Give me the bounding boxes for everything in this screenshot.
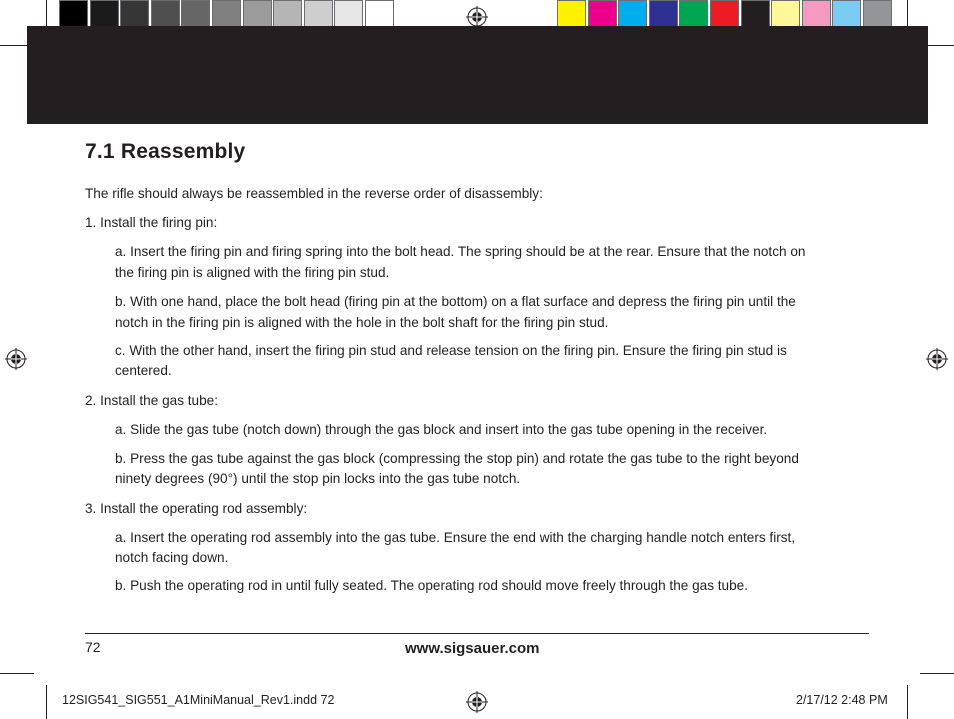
step-3a-line-2: notch facing down. (115, 550, 229, 565)
crop-mark (0, 45, 34, 46)
step-3a-line-1: a. Insert the operating rod assembly into the gas tube. Ensure the end with the charging handle notch enters first, (115, 530, 796, 545)
crop-mark (920, 45, 954, 46)
color-swatch (59, 0, 88, 29)
slug-filename: 12SIG541_SIG551_A1MiniManual_Rev1.indd 72 (62, 693, 335, 707)
color-swatch (679, 0, 708, 29)
registration-mark-icon (5, 348, 27, 370)
step-3b-line: b. Push the operating rod in until fully seated. The operating rod should move freely through the gas tube. (115, 578, 749, 593)
color-swatch (588, 0, 617, 29)
color-swatch (120, 0, 149, 29)
color-swatch (557, 0, 586, 29)
section-title: 7.1 Reassembly (85, 140, 246, 163)
registration-mark-icon (466, 6, 488, 28)
step-1b-line-2: notch in the firing pin is aligned with the hole in the bolt shaft for the firing pin stud. (115, 315, 609, 330)
crop-mark (0, 673, 34, 674)
crop-mark (46, 0, 47, 34)
step-3-heading: 3. Install the operating rod assembly: (85, 501, 308, 516)
color-swatch (802, 0, 831, 29)
header-band (27, 26, 928, 124)
footer-rule (85, 633, 869, 634)
color-swatch (649, 0, 678, 29)
page-number: 72 (85, 639, 101, 655)
crop-mark (907, 685, 908, 719)
footer-url: www.sigsauer.com (405, 640, 540, 657)
color-swatch (365, 0, 394, 29)
color-swatch (832, 0, 861, 29)
color-swatch (151, 0, 180, 29)
step-1b-line-1: b. With one hand, place the bolt head (firing pin at the bottom) on a flat surface and depress the firing pin until the (115, 294, 796, 309)
step-1a-line-1: a. Insert the firing pin and firing spring into the bolt head. The spring should be at the rear. Ensure that the notch on (115, 244, 806, 259)
color-swatch (618, 0, 647, 29)
color-swatch (741, 0, 770, 29)
step-2b-line-1: b. Press the gas tube against the gas block (compressing the stop pin) and rotate the gas tube to the right beyond (115, 451, 799, 466)
color-swatch (212, 0, 241, 29)
color-swatch (771, 0, 800, 29)
intro-paragraph: The rifle should always be reassembled in the reverse order of disassembly: (85, 186, 543, 201)
color-swatch (304, 0, 333, 29)
step-1c-line-2: centered. (115, 363, 172, 378)
step-2-heading: 2. Install the gas tube: (85, 393, 219, 408)
step-1-heading: 1. Install the firing pin: (85, 215, 218, 230)
step-2b-line-2: ninety degrees (90°) until the stop pin locks into the gas tube notch. (115, 471, 521, 486)
slug-datetime: 2/17/12 2:48 PM (796, 693, 888, 707)
color-swatch (243, 0, 272, 29)
step-2a-line: a. Slide the gas tube (notch down) through the gas block and insert into the gas tube opening in the receiver. (115, 422, 768, 437)
step-1a-line-2: the firing pin is aligned with the firing pin stud. (115, 265, 390, 280)
step-1c-line-1: c. With the other hand, insert the firing pin stud and release tension on the firing pin. Ensure the firing pin stud is (115, 343, 787, 358)
color-swatch (181, 0, 210, 29)
color-swatch (90, 0, 119, 29)
color-swatch (273, 0, 302, 29)
color-swatch (710, 0, 739, 29)
color-swatch (863, 0, 892, 29)
crop-mark (46, 685, 47, 719)
registration-mark-icon (466, 691, 488, 713)
registration-mark-icon (926, 348, 948, 370)
crop-mark (907, 0, 908, 34)
crop-mark (920, 673, 954, 674)
color-swatch (334, 0, 363, 29)
